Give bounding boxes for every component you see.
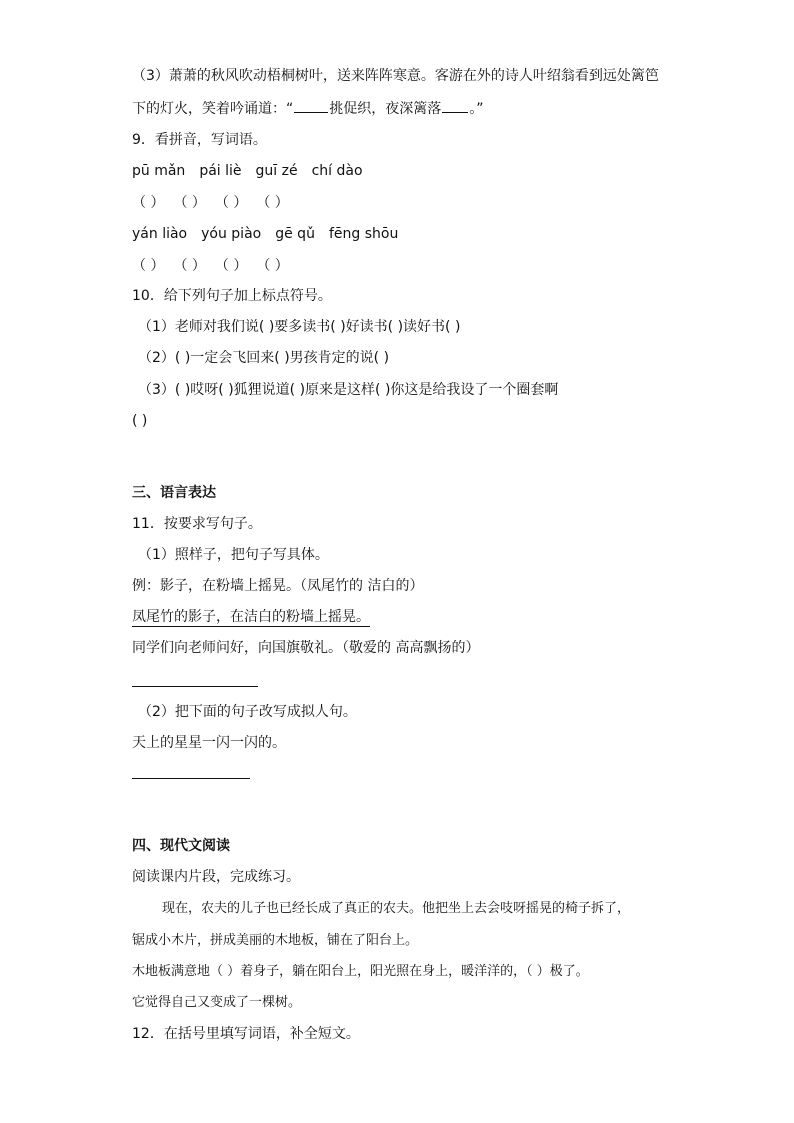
q8-3-text-c: 。” <box>469 101 484 117</box>
answer-paren[interactable]: （ ） <box>173 195 206 211</box>
q11-title: 11．按要求写句子。 <box>132 516 262 532</box>
q11-example: 例：影子，在粉墙上摇晃。（凤尾竹的 洁白的） <box>132 578 424 594</box>
pinyin-item: yóu piào <box>201 226 262 242</box>
reading-para-2-line-2: 它觉得自己又变成了一棵树。 <box>132 995 302 1010</box>
q9-title: 9．看拼音，写词语。 <box>132 132 267 148</box>
q10-sentence-1[interactable]: （1）老师对我们说( )要多读书( )好读书( )读好书( ) <box>138 319 461 335</box>
answer-row-2 <box>132 256 298 276</box>
q8-3-line2 <box>132 98 484 119</box>
answer-line[interactable] <box>132 778 250 779</box>
answer-paren[interactable]: （ ） <box>173 258 206 274</box>
example-answer-text: 凤尾竹的影子，在洁白的粉墙上摇晃。 <box>132 609 370 625</box>
pinyin-item: gē qǔ <box>275 226 315 242</box>
pinyin-row-1 <box>132 161 377 181</box>
pinyin-item: guī zé <box>255 163 298 179</box>
q10-sentence-3-end[interactable]: ( ) <box>132 413 148 429</box>
pinyin-item: chí dào <box>311 163 363 179</box>
pinyin-row-2 <box>132 224 412 244</box>
q11-part-1: （1）照样子，把句子写具体。 <box>138 547 329 563</box>
reading-intro: 阅读课内片段，完成练习。 <box>132 869 300 885</box>
answer-paren[interactable]: （ ） <box>214 195 248 211</box>
answer-paren[interactable]: （ ） <box>256 195 289 211</box>
answer-line[interactable] <box>132 686 258 687</box>
q8-3-text-a: 下的灯火，笑着吟诵道：“ <box>132 101 294 117</box>
pinyin-item: pū mǎn <box>132 163 186 179</box>
q11-task-2: 天上的星星一闪一闪的。 <box>132 735 286 751</box>
answer-blank[interactable] <box>294 98 328 113</box>
reading-para-1-line-2: 锯成小木片，拼成美丽的木地板，铺在了阳台上。 <box>132 933 419 948</box>
answer-blank[interactable] <box>442 98 468 113</box>
q10-title: 10．给下列句子加上标点符号。 <box>132 288 332 304</box>
answer-paren[interactable]: （ ） <box>214 258 248 274</box>
answer-paren[interactable]: （ ） <box>256 258 289 274</box>
pinyin-item: pái liè <box>199 163 242 179</box>
q8-3-text-b: 挑促织，夜深篱落 <box>329 101 442 117</box>
q12-title: 12．在括号里填写词语，补全短文。 <box>132 1026 360 1042</box>
answer-row-1 <box>132 193 298 213</box>
q10-sentence-3[interactable]: （3）( )哎呀( )狐狸说道( )原来是这样( )你这是给我设了一个圈套啊 <box>138 382 559 398</box>
q10-sentence-2[interactable]: （2）( )一定会飞回来( )男孩肯定的说( ) <box>138 350 390 366</box>
section-4-heading: 四、现代文阅读 <box>132 838 230 854</box>
q8-3-line1: （3）萧萧的秋风吹动梧桐树叶，送来阵阵寒意。客游在外的诗人叶绍翁看到远处篱笆 <box>132 68 659 84</box>
reading-para-2-line-1[interactable]: 木地板满意地（ ）着身子，躺在阳台上，阳光照在身上，暖洋洋的，（ ）极了。 <box>132 964 589 979</box>
answer-paren[interactable]: （ ） <box>132 195 165 211</box>
q11-part-2: （2）把下面的句子改写成拟人句。 <box>138 704 357 720</box>
pinyin-item: yán liào <box>132 226 188 242</box>
section-3-heading: 三、语言表达 <box>132 485 216 501</box>
q11-example-answer <box>132 607 374 627</box>
answer-paren[interactable]: （ ） <box>132 258 165 274</box>
reading-para-1-line-1: 现在，农夫的儿子也已经长成了真正的农夫。他把坐上去会吱呀摇晃的椅子拆了， <box>162 901 631 916</box>
q11-task-1: 同学们向老师问好，向国旗敬礼。（敬爱的 高高飘扬的） <box>132 640 480 656</box>
pinyin-item: fēng shōu <box>328 226 399 242</box>
